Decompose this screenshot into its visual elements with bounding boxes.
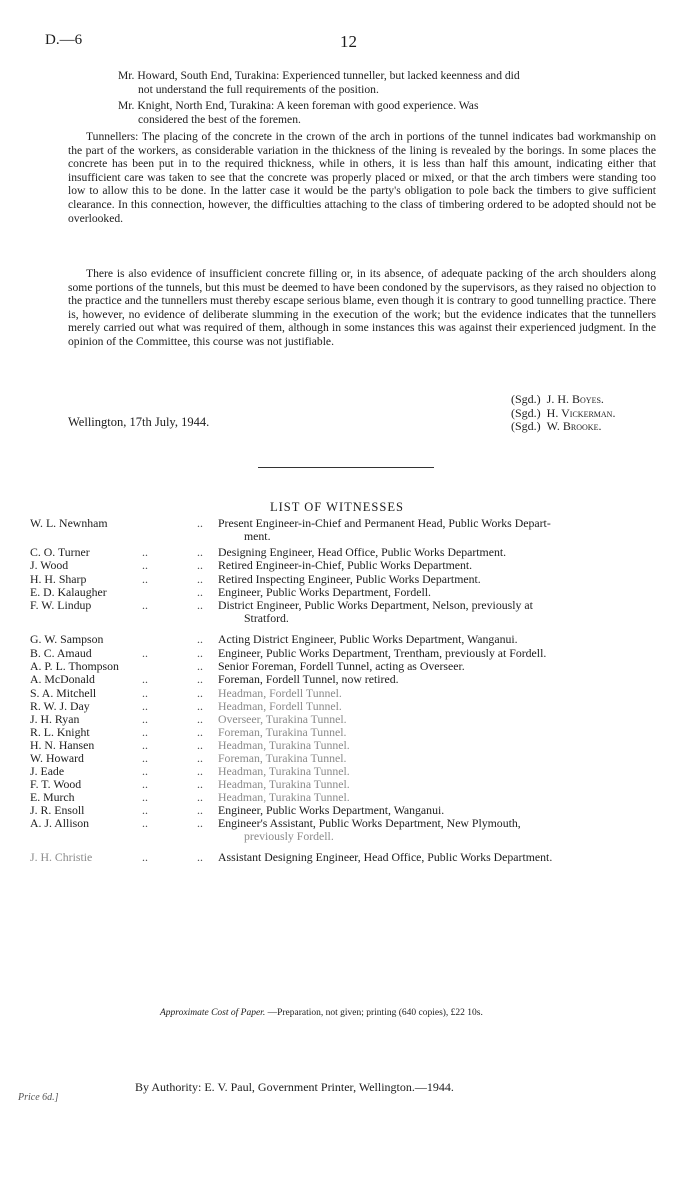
leader-dots: .. [142,686,148,700]
foreman-text-cont: considered the best of the foremen. [138,112,301,126]
leader-dots: .. [142,558,148,572]
witness-name: A. McDonald [30,672,95,686]
witness-name: G. W. Sampson [30,632,104,646]
leader-dots: .. [197,803,203,817]
witness-role: Headman, Turakina Tunnel. [218,790,350,804]
price-note: Price 6d.] [18,1092,59,1103]
leader-dots: .. [197,850,203,864]
leader-dots: .. [142,598,148,612]
witness-role: Engineer, Public Works Department, Wanganui. [218,803,445,817]
leader-dots: .. [142,803,148,817]
witness-role: Headman, Fordell Tunnel. [218,686,342,700]
witness-role: Foreman, Fordell Tunnel, now retired. [218,672,399,686]
witness-name: R. L. Knight [30,725,90,739]
witness-role: Headman, Turakina Tunnel. [218,764,350,778]
leader-dots: .. [142,725,148,739]
leader-dots: .. [142,777,148,791]
leader-dots: .. [142,545,148,559]
witness-name: A. J. Allison [30,816,89,830]
foreman-text: Experienced tunneller, but lacked keenness and did [282,69,520,82]
leader-dots: .. [142,646,148,660]
witness-role: Retired Inspecting Engineer, Public Works Department. [218,572,481,586]
witness-name: J. H. Ryan [30,712,80,726]
witness-role: Present Engineer-in-Chief and Permanent Head, Public Works Depart- ment. [218,516,551,544]
witness-role: Assistant Designing Engineer, Head Office, Public Works Department. [218,850,553,864]
leader-dots: .. [197,764,203,778]
leader-dots: .. [197,777,203,791]
cost-text: —Preparation, not given; printing (640 copies), £22 10s. [267,1008,483,1018]
witness-name: A. P. L. Thompson [30,659,119,673]
leader-dots: .. [142,816,148,830]
signature-block [511,393,615,434]
leader-dots: .. [197,751,203,765]
cost-label: Approximate Cost of Paper. [160,1008,266,1018]
witness-role: Overseer, Turakina Tunnel. [218,712,347,726]
witness-name: J. Eade [30,764,65,778]
section-divider [258,467,434,468]
foreman-text: A keen foreman with good experience. Was [276,99,479,112]
leader-dots: .. [197,598,203,612]
witness-name: R. W. J. Day [30,699,90,713]
leader-dots: .. [197,646,203,660]
witness-role: Foreman, Turakina Tunnel. [218,725,347,739]
leader-dots: .. [197,558,203,572]
leader-dots: .. [142,850,148,864]
witness-role: Designing Engineer, Head Office, Public Works Department. [218,545,507,559]
list-title: LIST OF WITNESSES [270,500,404,514]
document-code: D.—6 [45,32,83,48]
paragraph-evidence: There is also evidence of insufficient concrete filling or, in its absence, of adequate packing of the arch shoulders along some portions of the tunnels, but this must be deemed to have been condoned by the supervisors, as they raised no objection to the practice and the tunnellers must thereby escape serious blame, even though it is contrary to good tunnelling practice. There is, however, no evidence of deliberate slumming in the execution of the work; but the evidence indicates that the tunnellers merely carried out what was required of them, although in some instances this was against their experienced judgment. In the opinion of the Committee, this course was not justifiable. [68,267,656,348]
paragraph-tunnellers: Tunnellers: The placing of the concrete in the crown of the arch in portions of the tunnel indicates bad workmanship on the part of the workers, as considerable variation in the thickness of the lining is revealed by the borings. In some places the concrete has been put in to the required thickness, while in others, it is less than half this amount, indicating either that insufficient care was taken to see that the concrete was properly placed or mixed, or that the arch timbers were standing too low to allow this to be done. In the latter case it would be the party's obligation to pole back the timbers to give sufficient clearance. In this connection, however, the difficulties attaching to the class of timbering ordered to be adopted should not be overlooked. [68,130,656,225]
witness-name: H. N. Hansen [30,738,95,752]
witness-name: J. Wood [30,558,69,572]
signature-row: (Sgd.) J. H. Boyes. [511,392,604,406]
witness-role: Engineer's Assistant, Public Works Department, New Plymouth, previously Fordell. [218,816,521,844]
foreman-lead: Mr. Knight, North End, Turakina: [118,99,275,112]
witness-name: J. H. Christie [30,850,93,864]
leader-dots: .. [142,572,148,586]
signature-row: (Sgd.) H. Vickerman. [511,405,616,420]
foreman-lead: Mr. Howard, South End, Turakina: [118,69,280,82]
witness-name: E. D. Kalaugher [30,585,107,599]
witness-name: F. W. Lindup [30,598,92,612]
leader-dots: .. [197,516,203,530]
witness-role: Headman, Fordell Tunnel. [218,699,342,713]
witness-role: Headman, Turakina Tunnel. [218,738,350,752]
leader-dots: .. [197,725,203,739]
leader-dots: .. [197,699,203,713]
leader-dots: .. [197,738,203,752]
witness-role: District Engineer, Public Works Department, Nelson, previously at Stratford. [218,598,533,626]
leader-dots: .. [142,712,148,726]
leader-dots: .. [142,751,148,765]
signature-row: (Sgd.) W. Brooke. [511,419,602,433]
foreman-entry-howard [118,69,653,96]
leader-dots: .. [197,632,203,646]
leader-dots: .. [142,738,148,752]
leader-dots: .. [142,672,148,686]
witness-role: Acting District Engineer, Public Works Department, Wanganui. [218,632,518,646]
leader-dots: .. [142,764,148,778]
leader-dots: .. [197,545,203,559]
witness-name: W. Howard [30,751,84,765]
leader-dots: .. [142,790,148,804]
witness-name: W. L. Newnham [30,516,108,530]
leader-dots: .. [197,585,203,599]
witness-name: B. C. Amaud [30,646,92,660]
leader-dots: .. [197,659,203,673]
leader-dots: .. [197,686,203,700]
leader-dots: .. [197,672,203,686]
witness-role: Engineer, Public Works Department, Trentham, previously at Fordell. [218,646,547,660]
witness-name: E. Murch [30,790,75,804]
witness-role: Engineer, Public Works Department, Fordell. [218,585,431,599]
foreman-entry-knight [118,99,653,126]
place-date: Wellington, 17th July, 1944. [68,415,210,429]
witness-name: F. T. Wood [30,777,82,791]
page-number: 12 [340,32,357,51]
foreman-text-cont: not understand the full requirements of the position. [138,82,379,96]
leader-dots: .. [197,572,203,586]
witness-name: H. H. Sharp [30,572,87,586]
leader-dots: .. [142,699,148,713]
witness-name: S. A. Mitchell [30,686,97,700]
witness-role: Headman, Turakina Tunnel. [218,777,350,791]
witness-role: Senior Foreman, Fordell Tunnel, acting as Overseer. [218,659,465,673]
leader-dots: .. [197,790,203,804]
witness-name: J. R. Ensoll [30,803,85,817]
witness-role: Foreman, Turakina Tunnel. [218,751,347,765]
cost-note [160,1008,483,1018]
leader-dots: .. [197,712,203,726]
witness-name: C. O. Turner [30,545,90,559]
leader-dots: .. [197,816,203,830]
witness-role: Retired Engineer-in-Chief, Public Works Department. [218,558,473,572]
printer-authority: By Authority: E. V. Paul, Government Printer, Wellington.—1944. [135,1080,454,1094]
